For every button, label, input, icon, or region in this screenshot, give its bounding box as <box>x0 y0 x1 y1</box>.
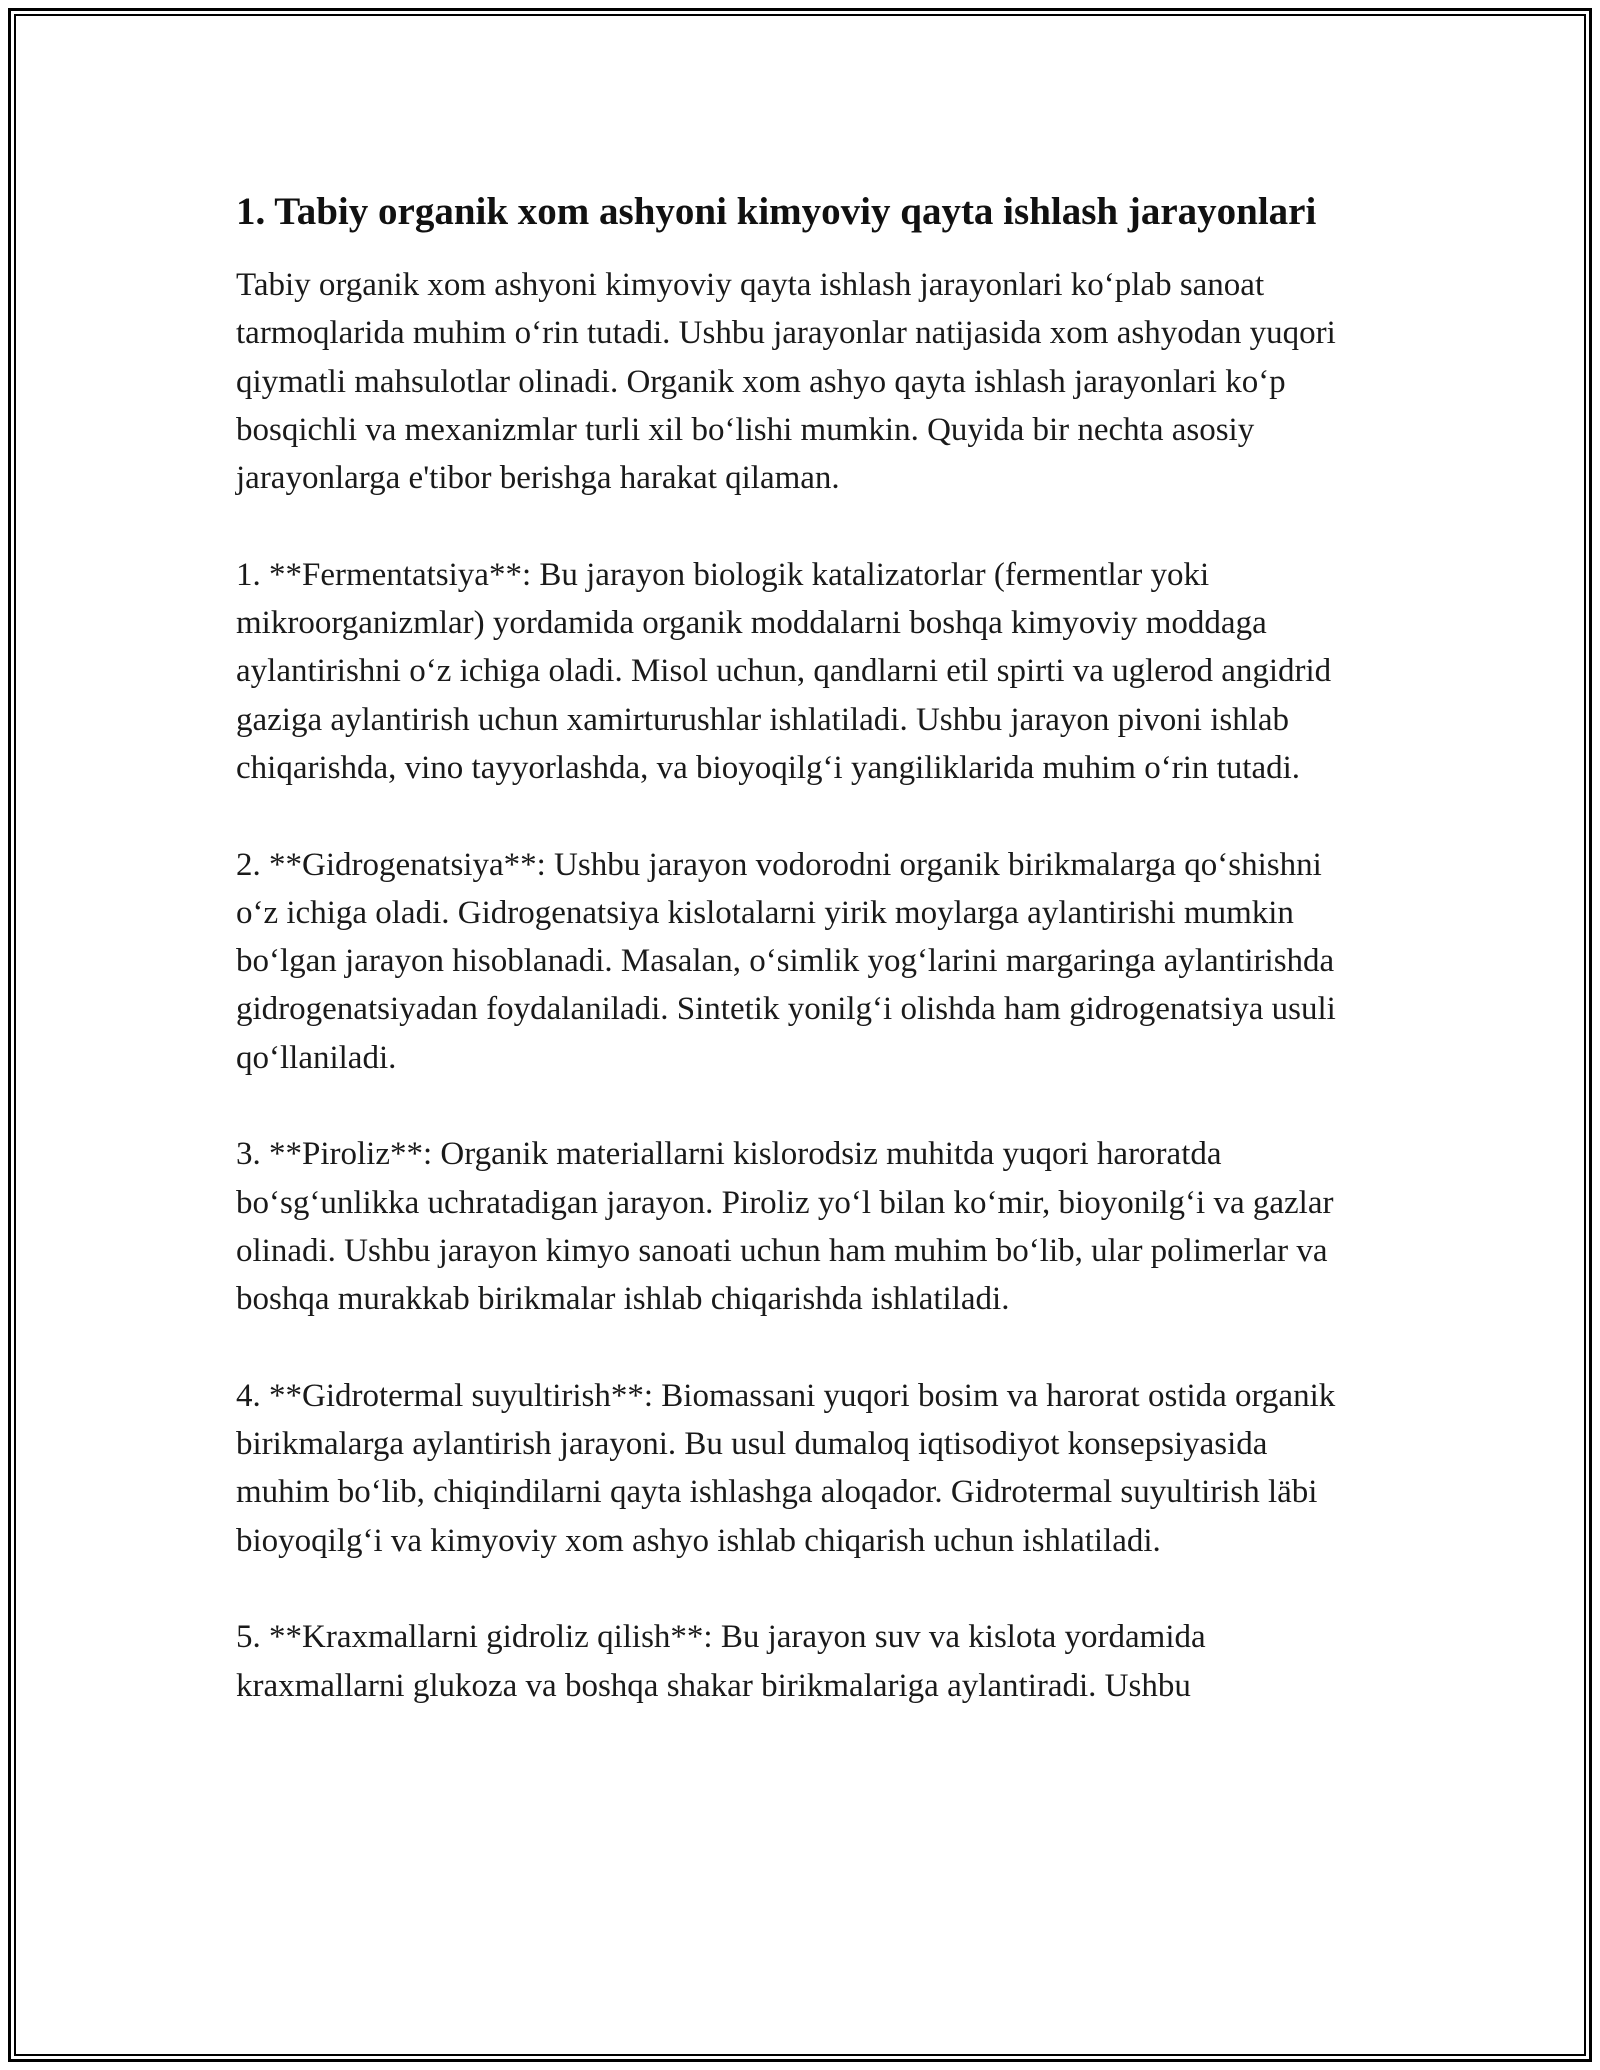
paragraph-gidrotermal: 4. **Gidrotermal suyultirish**: Biomassani yuqori bosim va harorat ostida organik birikmalarga aylantirish jarayoni. Bu usul dumaloq iqtisodiyot konsepsiyasida muhim bo‘lib, chiqindilarni qayta ishlashga aloqador. Gidrotermal suyultirish läbi bioyoqilg‘i va kimyoviy xom ashyo ishlab chiqarish uchun ishlatiladi. <box>236 1377 1336 1559</box>
paragraph-piroliz: 3. **Piroliz**: Organik materiallarni kislorodsiz muhitda yuqori haroratda bo‘sg‘unlikka uchratadigan jarayon. Piroliz yo‘l bilan ko‘mir, bioyonilg‘i va gazlar olinadi. Ushbu jarayon kimyo sanoati uchun ham muhim bo‘lib, ular polimerlar va boshqa murakkab birikmalar ishlab chiqarishda ishlatiladi. <box>236 1136 1334 1318</box>
document-page <box>236 188 1366 1710</box>
paragraph-kraxmal: 5. **Kraxmallarni gidroliz qilish**: Bu jarayon suv va kislota yordamida kraxmallarni glukoza va boshqa shakar birikmalariga aylantiradi. Ushbu <box>236 1619 1206 1704</box>
section-heading: 1. Tabiy organik xom ashyoni kimyoviy qayta ishlash jarayonlari <box>236 190 1317 233</box>
paragraph-gidrogenatsiya: 2. **Gidrogenatsiya**: Ushbu jarayon vodorodni organik birikmalarga qo‘shishni o‘z ichiga oladi. Gidrogenatsiya kislotalarni yirik moylarga aylantirishi mumkin bo‘lgan jarayon hisoblanadi. Masalan, o‘simlik yog‘larini margaringa aylantirishda gidrogenatsiyadan foydalaniladi. Sintetik yonilg‘i olishda ham gidrogenatsiya usuli qo‘llaniladi. <box>236 846 1336 1076</box>
intro-paragraph: Tabiy organik xom ashyoni kimyoviy qayta ishlash jarayonlari ko‘plab sanoat tarmoqlarida muhim o‘rin tutadi. Ushbu jarayonlar natijasida xom ashyodan yuqori qiymatli mahsulotlar olinadi. Organik xom ashyo qayta ishlash jarayonlari ko‘p bosqichli va mexanizmlar turli xil bo‘lishi mumkin. Quyida bir nechta asosiy jarayonlarga e'tibor berishga harakat qilaman. <box>236 267 1336 497</box>
paragraph-fermentatsiya: 1. **Fermentatsiya**: Bu jarayon biologik katalizatorlar (fermentlar yoki mikroorganizmlar) yordamida organik moddalarni boshqa kimyoviy moddaga aylantirishni o‘z ichiga oladi. Misol uchun, qandlarni etil spirti va uglerod angidrid gaziga aylantirish uchun xamirturushlar ishlatiladi. Ushbu jarayon pivoni ishlab chiqarishda, vino tayyorlashda, va bioyoqilg‘i yangiliklarida muhim o‘rin tutadi. <box>236 556 1332 786</box>
